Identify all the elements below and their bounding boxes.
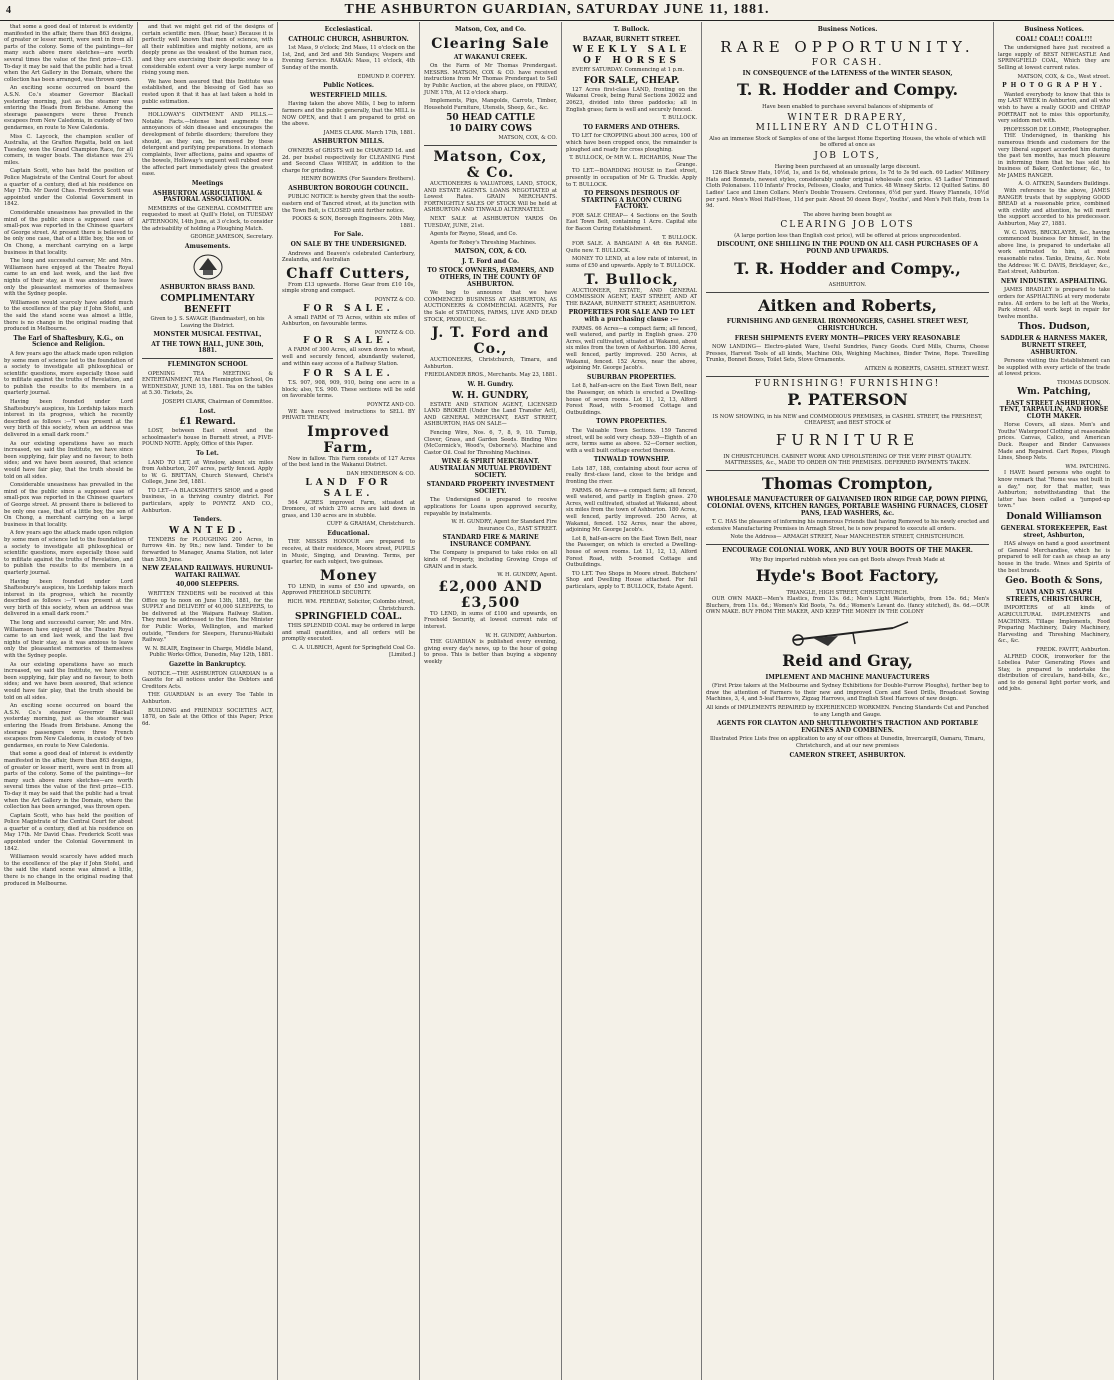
column-6: [702, 22, 994, 1380]
advert: NEW INDUSTRY. ASPHALTING. JAMES BRADLEY is prepared to take orders for ASPHALTING at very moderate rates. All orders to be left at the Works, Park street. All work kept in repair for twelve months.: [998, 277, 1110, 320]
advert: T. Bullock, AUCTIONEER, ESTATE, AND GENERAL COMMISSION AGENT, EAST STREET, AND AT THE BAZAAR, BURNETT STREET, ASHBURTON. PROPERTIES FOR SALE AND TO LET with a purchasing clause :— FARMS. 66 Acres—a compact farm; all fenced, well watered, and partly in English grass. 270 Acres, well cultivated, situated at Wakanui, about six miles from the town of Ashburton. 180 Acres, well fenced, partly improved. 250 Acres, at Wakanui, fenced. 152 Acres, near the above, adjoining Mr. George Jacob's.: [566, 271, 697, 372]
column-1: [0, 22, 138, 1380]
advert-aitken: Aitken and Roberts, FURNISHING AND GENERAL IRONMONGERS, CASHEL STREET WEST, CHRISTCHURCH. FRESH SHIPMENTS EVERY MONTH—PRICES VERY REASONABLE NOW LANDING— Electro-plated Ware, Useful Sundries, Fancy Goods. Curd Mills, Churns, Cheese Presses, Harvest Tools of all kinds, Machine Oils, Weighing Machines, Binder Twine, Rope. Travelling Trunks, Bonnet Boxes, Toilet Sets, Stove Ornaments. AITKEN & ROBERTS, CASHEL STREET WEST.: [706, 295, 989, 372]
section-heading: Tenders.: [193, 516, 222, 524]
advert: ASHBURTON BRASS BAND. COMPLIMENTARY BENEFIT Given to J. S. SAVAGE (Bandmaster), on his Leaving the District. MONSTER MUSICAL FESTIVAL, AT THE TOWN HALL, JUNE 30th, 1881.: [142, 252, 273, 355]
section-heading: Meetings: [191, 180, 224, 188]
advert: Money TO LEND, in sums of £50 and upwards, on Approved FREEHOLD SECURITY. RICH. WM. FEREDAY, Solicitor, Colombo street, Christchurch.: [282, 567, 415, 612]
listing: FARMS. 66 Acres—a compact farm; all fenced, well watered, and partly in English grass. 270 Acres, well cultivated, situated at Wakanui, about six miles from the town of Ashburton. 180 Acres, well fenced, partly improved. 250 Acres, at Wakanui, fenced. 152 Acres, near the above, adjoining Mr. George Jacob's.: [566, 487, 697, 534]
advert: CATHOLIC CHURCH, ASHBURTON. 1st Mass, 9 o'clock; 2nd Mass, 11 o'clock on the 1st, 2nd, and 3rd and 5th Sundays; Vespers and Evening Service. RAKAIA: Mass, 11 o'clock, 4th Sunday of the month. EDMUND P. COFFEY.: [282, 35, 415, 80]
news-paragraph: and that we might get rid of the designs of certain scientific men. (Hear, hear.) Because it is perfectly well known that men of science, with all their sublimities and mighty notions, are as deeply prone as the weakest of the human race, and they are exercising their despotic sway to a considerable extent over a very large number of rising young men.: [142, 24, 273, 77]
section-heading: TOWN PROPERTIES.: [596, 418, 667, 426]
section-heading: TINWALD TOWNSHIP.: [593, 456, 670, 464]
column-5: [562, 22, 702, 1380]
news-paragraph: An exciting scene occurred on board the A.S.N. Co.'s steamer Governor Blackall yesterday morning, just as the steamer was entering the Heads from Brisbane. Among the steerage passengers were three French escapees from New Caledonia, in custody of two gendarmes, en route to New Caledonia.: [4, 703, 133, 749]
news-paragraph: that some a good deal of interest is evidently manifested in the affair, there than 863 designs, of greater or lesser merit, were sent in from all parts of the colony. Some of the paintings—for many such above mere sketches—are worth several times the value of the first prize—£15. To-day it may be said that the public had a treat when the Art Gallery in the Domain, where the collection has been arranged, was thrown open.: [4, 751, 133, 811]
advert: Clearing Sale AT WAKANUI CREEK. On the Farm of Mr Thomas Prendergast. MESSRS. MATSON, COX & CO. have received instructions from Mr Thomas Prendergast to Sell by Public Auction, at the above place, on FRIDAY, JUNE 17th, At 12 o'clock sharp. Implements, Pigs, Mangolds, Carrots, Timber, Household Furniture, Utensils, Sheep, &c., &c. 50 HEAD CATTLE 10 DAIRY COWS MATSON, COX, & CO.: [424, 35, 557, 142]
advert-reid-gray: Reid and Gray, IMPLEMENT AND MACHINE MANUFACTURERS (First Prize takers at the Melbourne and Sydney Exhibitions for Double-Furrow Ploughs), further beg to draw the attention of Farmers to their new and improved Corn and Seed Drills, Broadcast Sowing Machines, 3, 4, and 5-leaf Harrows, Zigzag Harrows, and English Steel Harrows of new design. All kinds of IMPLEMENTS REPAIRED by EXPERIENCED WORKMEN. Fencing Standards Cut and Punched to any Length and Gauge. AGENTS FOR CLAYTON AND SHUTTLEWORTH'S TRACTION AND PORTABLE ENGINES AND COMBINES. Illustrated Price Lists free on application to any of our offices at Dunedin, Invercargill, Oamaru, Timaru, Christchurch, and at our new premises CAMERON STREET, ASHBURTON.: [706, 651, 989, 759]
advert: MONEY TO LEND, at a low rate of interest, in sums of £50 and upwards. Apply to T. BULLOCK.: [566, 256, 697, 270]
advert: WE have received instructions to SELL BY PRIVATE TREATY, Improved Farm, Now in fallow. This Farm consists of 127 Acres of the best land in the Wakanui District. DAN HENDERSON & CO.: [282, 408, 415, 477]
advert: W. C. DAVIS, BRICKLAYER, &c., having commenced business for himself, in the above line, is prepared to undertake all work entrusted to him, at most reasonable rates. Tanks, Drains, &c. Note the Address: W. C. DAVIS, Bricklayer, &c., East street, Ashburton.: [998, 229, 1110, 276]
advert: TO LET. Two Shops in Moore street. Butchers' Shop and Dwelling House attached. For full particulars, apply to T. BULLOCK, Estate Agent.: [566, 570, 697, 590]
advert: Geo. Booth & Sons, TUAM AND ST. ASAPH STREETS, CHRISTCHURCH, IMPORTERS of all kinds of AGRICULTURAL IMPLEMENTS and MACHINES. Tillage Implements, Food Preparing Machinery, Dairy Machinery, Harvesting and Threshing Machinery, &c., &c. FREDK. FAVITT, Ashburton.: [998, 576, 1110, 653]
listing: Lot 8, half-an-acre on the East Town Belt, near the Passenger, on which is erected a Dwelling-house of seven rooms. Lot 11, 12, 13, Alford Forest Road, with 5-roomed Cottage and Outbuildings.: [566, 535, 697, 569]
news-paragraph: As our existing operations have so much increased, we said the Institute, we have since been supplying, fair play and no favour, to both sides; and we have been assured, that science would have fair play, that the truth should be told on all sides.: [4, 661, 133, 701]
news-paragraph: Having been founded under Lord Shaftesbury's auspices, his Lordship takes much interest in its progress, which he recently described as follows :—"I was present at the very birth of this society, when an address was delivered in a small dark room.": [4, 399, 133, 439]
advert-holloway: HOLLOWAY'S OINTMENT AND PILLS.—Notable Facts.—Intense heat augments the annoyances of skin disease and encourages the development of febrile disorders; therefore they should, as they can, be removed by these detergent and purifying preparations. In stomach complaints, liver affections, pains and spasms of the bowels, Holloway's unguent well rubbed over the affected part immediately gives the greatest ease.: [142, 112, 273, 178]
advert-hyde: ENCOURAGE COLONIAL WORK, AND BUY YOUR BOOTS OF THE MAKER. Why Buy imported rubbish when you can get Boots always Fresh Made at Hyde's Boot Factory, TRIANGLE, HIGH STREET, CHRISTCHURCH. OUR OWN MAKE—Men's Elastics, from 13s. 6d.; Men's Light Watertights, from 15s. 6d.; Men's Bluchers, from 11s. 6d.; Women's Kid Boots, 7s. 6d.; Women's Levant do. (fancy stitched), 8s. 6d.—OUR OWN MAKE. BUY FROM THE MAKER, AND KEEP THE MONEY IN THE COLONY: [706, 546, 989, 616]
news-paragraph: Williamson would scarcely have added much to the excellence of the play if John Stofel, and the said the stand scene was almost a little, there is no change in the original reading that produced in Melbourne.: [4, 854, 133, 887]
advert: STANDARD PROPERTY INVESTMENT SOCIETY. The Undersigned is prepared to receive applications for Loans upon approved security, repayable by instalments. W. H. GUNDRY, Agent for Standard Fire Insurance Co., EAST STREET.: [424, 481, 557, 532]
advert: LAND FOR SALE. 564 ACRES improved Farm, situated at Dromore, of which 270 acres are laid down in grass, and 130 acres are in stubble. CUFF & GRAHAM, Christchurch.: [282, 477, 415, 528]
column-4: [420, 22, 562, 1380]
page-number: 4: [6, 4, 12, 16]
advert: TO LET.—BOARDING HOUSE in East street, presently in occupation of Mr G. Truckle. Apply to T. BULLOCK.: [566, 168, 697, 188]
section-heading: SUBURBAN PROPERTIES.: [587, 373, 676, 381]
section-heading: Matson, Cox, and Co.: [454, 26, 527, 33]
section-heading: Educational.: [327, 529, 370, 537]
advert: Matson, Cox, & Co. AUCTIONEERS & VALUATORS, LAND, STOCK, AND ESTATE AGENTS. LOANS NEGOTIATED at Lowest Rates. GRAIN MERCHANTS. FORTNIGHTLY SALES OF STOCK Will be held at ASHBURTON AND TINWALD ALTERNATELY. NEXT SALE at ASHBURTON YARDS On TUESDAY, JUNE, 21st. Agents for Reyno, Stead, and Co. Agents for Robey's Threshing Machines. MATSON, COX, & CO.: [424, 148, 557, 256]
advert: NOTICE.—THE ASHBURTON GUARDIAN is a Gazette for all notices under the Debtors and Creditors Acts.: [142, 670, 273, 690]
news-paragraph: Having been founded under Lord Shaftesbury's auspices, his Lordship takes much interest in its progress, which he recently described as follows :—"I was present at the very birth of this society, when an address was delivered in a small dark room.": [4, 578, 133, 618]
advert: TO LET—A BLACKSMITH'S SHOP, and a good business, in a thriving country district. For particulars, apply to POYNTZ AND CO., Ashburton.: [142, 487, 273, 514]
news-paragraph: Considerable uneasiness has prevailed in the mind of the public since a supposed case of small-pox was reported in the Chinese quarters of George street. At present there is believed to be only one case, that of a little boy, the son of On Chong, a merchant carrying on a large business in that locality.: [4, 210, 133, 256]
section-heading: Business Notices.: [1024, 26, 1084, 33]
section-heading: The Earl of Shaftesbury, K.G., on Science and Religion.: [13, 334, 124, 349]
advert: PHOTOGRAPHY. Wanted everybody to know that this is my LAST WEEK in Ashburton, and all who wish to have a really GOOD and CHEAP PORTRAIT not to miss this opportunity, very seldom met with. PROFESSOR DE LORME, Photographer.: [998, 82, 1110, 133]
masthead: [0, 0, 1114, 21]
advert: THE GUARDIAN is published every evening, giving every day's news, up to the hour of going to press. This is better than buying a sixpenny weekly: [424, 639, 557, 665]
section-heading: J. T. Ford and Co.: [461, 257, 520, 265]
advert: SPRINGFIELD COAL. THIS SPLENDID COAL may be ordered in large and small quantities, and all orders will be promptly executed. C. A. ULBRICH, Agent for Springfield Coal Co. [Limited.]: [282, 612, 415, 658]
advert: LAND TO LET, at Winslow, about six miles from Ashburton, 207 acres, partly fenced. Apply to W. G. BRITTAN, Church Steward, Christ's College, June 3rd, 1881.: [142, 459, 273, 486]
section-heading: Public Notices.: [323, 82, 374, 90]
advert: WESTERFIELD MILLS. Having taken the above Mills, I beg to inform farmers and the public generally, that the MILL is NOW OPEN, and that I am prepared to grist on the above. JAMES CLARK. March 17th, 1881.: [282, 91, 415, 136]
advert: FOR SALE. A small FARM of 75 Acres, within six miles of Ashburton, on favourable terms. POYNTZ & CO.: [282, 303, 415, 336]
advert: FOR SALE, CHEAP. 127 Acres first-class LAND, fronting on the Wakanui Creek, being Rural Sections 20622 and 20623, divided into three paddocks; all in English grass; farm is well and securely fenced. T. BULLOCK.: [566, 75, 697, 122]
advert: £2,000 AND £3,500 TO LEND, in sums of £100 and upwards, on Freehold Security, at lowest current rate of interest. W. H. GUNDRY, Ashburton.: [424, 578, 557, 639]
advert: FOR SALE. T.S. 907, 908, 909, 910, being one acre in a block; also, T.S. 900. These sections will be sold on favorable terms. POYNTZ AND CO.: [282, 369, 415, 408]
advert: BUILDING and FRIENDLY SOCIETIES ACT, 1878, on Sale at the Office of this Paper; Price 6d.: [142, 707, 273, 727]
advert: ON SALE BY THE UNDERSIGNED. Andrews and Beaven's celebrated Canterbury, Zealandia, and Australian Chaff Cutters, From £13 upwards. Horse Gear from £10 10s, simple strong and compact. POYNTZ & CO.: [282, 241, 415, 303]
advert: ASHBURTON BOROUGH COUNCIL. PUBLIC NOTICE is hereby given that the south-eastern end of Tancred street, at its junction with the Town Belt, is CLOSED until further notice. POOKS & SON, Borough Engineers. 20th May, 1881.: [282, 184, 415, 229]
listing: Lot 8, half-an-acre on the East Town Belt, near the Passenger, on which is erected a Dwelling-house of seven rooms. Lot 11, 12, 13, Alford Forest Road, with 5-roomed Cottage and Outbuildings.: [566, 383, 697, 416]
news-paragraph: A few years ago the attack made upon religion by some men of science led to the foundation of a society to investigate all philosophical or scientific questions, more especially those said to militate against the truths of Revelation, and to publish the results to its members in a quarterly journal.: [4, 530, 133, 576]
advert: STANDARD FIRE & MARINE INSURANCE COMPANY. The Company is prepared to take risks on all kinds of Property, including Growing Crops of GRAIN and in stack. W. H. GUNDRY, Agent.: [424, 534, 557, 579]
advert: ASHBURTON AGRICULTURAL & PASTORAL ASSOCIATION. MEMBERS of the GENERAL COMMITTEE are requested to meet at Quill's Hotel, on TUESDAY AFTERNOON, 14th June, at 3 o'clock, to consider the advisability of holding a Ploughing Match. GEORGE JAMESON, Secretary.: [142, 189, 273, 241]
section-heading: T. Bullock.: [613, 26, 650, 33]
news-paragraph: A few years ago the attack made upon religion by some men of science led to the foundation of a society to investigate all philosophical or scientific questions, more especially those said to militate against the truths of Revelation, and to publish the results to its members in a quarterly journal.: [4, 350, 133, 397]
advert: THE Undersigned, in thanking his numerous friends and customers for the very liberal support accorded him during the past ten months, has much pleasure in informing them that he has sold his business of Baker, Confectioner, &c., to Mr JAMES RANGER. A. O. AITKEN, Saunders Buildings. With reference to the above, JAMES RANGER trusts that by supplying GOOD BREAD at a reasonable price, combined with civility and attention, he will merit the support accorded to his predecessor. Ashburton, May 27, 1881.: [998, 133, 1110, 228]
advert-hodder: RARE OPPORTUNITY. FOR CASH. IN CONSEQUENCE of the LATENESS of the WINTER SEASON, T. R. Hodder and Compy. Have been enabled to purchase several balances of shipments of WINTER DRAPERY, MILLINERY AND CLOTHING. Also an immense Stock of Samples of one of the largest Home Exporting Houses, the whole of which will be offered at once as JOB LOTS, Having been purchased at an unusually large discount. 126 Black Straw Hats, 10½d, 1s, and 1s 6d, wholesale prices, 1s 7d to 3s 9d each. 60 Ladies' Millinery Hats and Bonnets, newest styles, considerably under original wholesale cost price. 45 Ladies' Trimmed Cloth Polonaises. 110 Infants' Frocks, Pelisses, Cloaks, and Tunics. 48 Winsey Skirts. 12 Quilted Satins. 80 Ladies' Lace and Linen Collars. Men's Double Trousers. Cretonnes, 6½d per yard. Heavy Flannels, 10½d per yard. Men's Wool Half-Hose, 11d per pair. About 50 dozen Boys', Youths', and Men's Felt Hats, from 1s 9d. The above having been bought as CLEARING JOB LOTS (A large portion less than English cost price), will be offered at prices unprecedented. DISCOUNT, ONE SHILLING IN THE POUND ON ALL CASH PURCHASES OF A POUND AND UPWARDS. T. R. Hodder and Compy., ASHBURTON.: [706, 37, 989, 289]
news-paragraph: Captain Scott, who has held the position of Police Magistrate of the Central Court for about a quarter of a century, died at his residence on May 17th. Mr David Chas. Frederick Scott was appointed under the Colonial Government in 1842.: [4, 168, 133, 208]
advert-paterson: FURNISHING! FURNISHING! P. PATERSON IS NOW SHOWING, in his NEW and COMMODIOUS PREMISES, in CASHEL STREET, the FRESHEST, CHEAPEST, and BEST STOCK of FURNITURE IN CHRISTCHURCH. CABINET WORK AND UPHOLSTERING OF THE VERY FIRST QUALITY. MATTRESSES, &c., MADE TO ORDER ON THE PREMISES. DEFERRED PAYMENTS TAKEN.: [712, 378, 983, 467]
news-paragraph: As our existing operations have so much increased, we said the Institute, we have since been supplying, fair play and no favour, to both sides; and we have been assured, that science would have fair play, that the truth should be told on all sides.: [4, 440, 133, 480]
news-paragraph: Captain Scott, who has held the position of Police Magistrate of the Central Court for about a quarter of a century, died at his residence on May 17th. Mr David Chas. Frederick Scott was appointed under the Colonial Government in 1842.: [4, 812, 133, 852]
advert: FOR SALE. A FARM of 300 Acres, all sown down to wheat, well and securely fenced, abundantly watered, and within easy access of a Railway Station.: [282, 336, 415, 367]
news-paragraph: We have been assured that this Institute was established, and the blessing of God has so rested upon it that it has at last taken a hold in public estimation.: [142, 78, 273, 105]
advert: Wm. Patching, EAST STREET ASHBURTON, TENT, TARPAULIN, AND HORSE CLOTH MAKER. Horse Covers, all sizes. Men's and Youths' Waterproof Clothing at reasonable prices. Canvas, Calico, and American Duck. Reaper and Binder Canvasses Made and Repaired. Cart Ropes, Plough Lines, Sheep Nets. WM. PATCHING.: [998, 386, 1110, 470]
listing: Lots 187, 188, containing about four acres of really first-class land, close to the bridge and fronting the river.: [566, 465, 697, 486]
advert: NEW ZEALAND RAILWAYS. HURUNUI-WAITAKI RAILWAY. 40,000 SLEEPERS. WRITTEN TENDERS will be received at this Office up to noon on June 13th, 1881, for the SUPPLY and DELIVERY of 40,000 SLEEPERS, to be delivered at the Waipara Railway Station. They must be addressed to the Hon. the Minister for Public Works, Wellington, and marked outside, "Tenders for Sleepers, Hurunui-Waitaki Railway." W. N. BLAIR, Engineer in Charge, Middle Island, Public Works Office, Dunedin, May 12th, 1881.: [142, 565, 273, 659]
news-paragraph: Considerable uneasiness has prevailed in the mind of the public since a supposed case of small-pox was reported in the Chinese quarters of George street. At present there is believed to be only one case, that of a little boy, the son of On Chong, a merchant carrying on a large business in that locality.: [4, 482, 133, 528]
advert: ASHBURTON MILLS. OWNERS of GRISTS will be CHARGED 1d. and 2d. per bushel respectively for CLEANING First and Second Class WHEAT, in addition to the charge for grinding. HENRY BOWERS (For Saunders Brothers).: [282, 138, 415, 183]
section-heading: Gazette in Bankruptcy.: [169, 660, 246, 668]
section-heading: For Sale.: [333, 231, 364, 239]
masthead-title: THE ASHBURTON GUARDIAN, SATURDAY JUNE 11, 1881.: [344, 2, 770, 17]
column-7: [994, 22, 1114, 1380]
advert: BAZAAR, BURNETT STREET. WEEKLY SALE OF HORSES EVERY SATURDAY. Commencing at 1 p.m.: [572, 35, 691, 74]
advert: TO FARMERS AND OTHERS. TO LET for CROPPING about 300 acres, 100 of which have been cropped once, the remainder is ploughed and ready for cross ploughing. T. BULLOCK, Or MR W. L. RICHARDS, Near The Grange.: [566, 123, 697, 168]
section-heading: Lost.: [199, 407, 216, 415]
advert: WANTED. TENDERS for PLOUGHING 200 Acres, in furrows 4in. by 9in.; new land. Tender to be forwarded to Manager, Anama Station, not later than 30th June.: [142, 525, 273, 563]
crest-illustration: [191, 252, 225, 282]
advert: ALFRED COOK, ironworker for the Lobeliea Pater Generating Plows and Stay, is prepared to undertake the distribution of circulars, hand-bills, &c., and to do general light porter work, and odd jobs.: [998, 653, 1110, 693]
section-heading: Ecclesiastical.: [324, 26, 373, 33]
advert: W. H. GUNDRY, ESTATE AND STATION AGENT, LICENSED LAND BROKER (Under the Land Transfer Act), AND GENERAL MERCHANT, EAST STREET, ASHBURTON, HAS ON SALE— Fencing Wire, Nos. 6, 7, 8, 9, 10. Turnip, Clover, Grass, and Garden Seeds. Binding Wire (McCormick's, Wood's, Osborne's). Machine and Castor Oil. Coal for Threshing Machines. WINE & SPIRIT MERCHANT. AUSTRALIAN MUTUAL PROVIDENT SOCIETY.: [424, 390, 557, 479]
advert: COAL! COAL!! COAL!!! The undersigned have just received a large supply of BEST NEWCASTLE And SPRINGFIELD COAL, Which they are Selling at lowest current rates. MATSON, COX, & Co., West street.: [998, 35, 1110, 80]
column-3: [278, 22, 420, 1380]
advert: TO PERSONS DESIROUS OF STARTING A BACON CURING FACTORY. FOR SALE CHEAP— 4 Sections on the South East Town Belt, containing 1 Acre. Capital site for Bacon Curing Establishment. T. BULLOCK.: [566, 190, 697, 241]
advert: THE GUARDIAN is an every Toe Table in Ashburton.: [142, 692, 273, 705]
news-paragraph: Miss C. Laycock, the champion sculler of Australia, at the Grafton Regatta, held on last Tuesday, won the Grand Champion Race, for all comers, in wager boats. The distance was 2¼ miles.: [4, 133, 133, 166]
advert: FLEMINGTON SCHOOL OPENING TEA MEETING & ENTERTAINMENT, At the Flemington School, On WEDNESDAY, JUNE 15, 1881. Tea on the tables at 5.30. Tickets, 2s. JOSEPH CLARK, Chairman of Committee.: [142, 360, 273, 405]
advert: £1 Reward. LOST, between East street and the schoolmaster's house in Burnett street, a FIVE-POUND NOTE. Apply, Office of this Paper.: [142, 417, 273, 448]
news-paragraph: The long and successful career, Mr. and Mrs. Williamson have enjoyed at the Theatre Royal came to an end last week, and the last five nights of their stay, as it was anxious to leave only the pleasantest memories of themselves with the Sydney people.: [4, 620, 133, 660]
section-heading: Amusements.: [184, 242, 231, 250]
news-paragraph: The long and successful career, Mr. and Mrs. Williamson have enjoyed at the Theatre Royal came to an end last week, and the last five nights of their stay, as it was anxious to leave only the pleasantest memories of themselves with the Sydney people.: [4, 258, 133, 298]
section-heading: To Let.: [196, 449, 219, 457]
advert: TO STOCK OWNERS, FARMERS, AND OTHERS, IN THE COUNTY OF ASHBURTON. We beg to announce that we have COMMENCED BUSINESS AT ASHBURTON, AS AUCTIONEERS & COMMERCIAL AGENTS, For the Sale of STATIONS, FARMS, LIVE AND DEAD STOCK, PRODUCE, &c. J. T. Ford and Co., AUCTIONEERS, Christchurch, Timaru, and Ashburton. FRIEDLANDER BROS., Merchants. May 23, 1881.: [424, 267, 557, 379]
advert: I HAVE heard persons who ought to know remark that "Rome was not built in a day," nor, for that matter, was Ashburton; notwithstanding that the latter has been called a "jumped-up town.": [998, 470, 1110, 510]
advert: Thos. Dudson, SADDLER & HARNESS MAKER, BURNETT STREET, ASHBURTON. Persons visiting this Establishment can be supplied with every article of the trade at lowest prices. THOMAS DUDSON.: [998, 322, 1110, 386]
listing: The Valuable Town Sections. 159 Tancred street, will be sold very cheap. 539—Eighth of an acre, terms same as above. 52—Corner section, with a well built cottage erected thereon.: [566, 427, 697, 454]
plough-illustration: [783, 620, 913, 648]
section-heading: W. H. Gundry.: [467, 381, 514, 388]
news-paragraph: Williamson would scarcely have added much to the excellence of the play if John Stofel, and the said the stand scene was almost a little, there is no change in the original reading that produced in Melbourne.: [4, 299, 133, 333]
advert: FOR SALE. A BARGAIN! A 4ft 6in RANGE. Quite new. T. BULLOCK.: [566, 241, 697, 254]
advert-crompton: Thomas Crompton, WHOLESALE MANUFACTURER OF GALVANISED IRON RIDGE CAP, DOWN PIPING, COLONIAL OVENS, KITCHEN RANGES, PORTABLE WASHING FURNACES, CLOSET PANS, LEAD WASHERS, &c. T. C. HAS the pleasure of informing his numerous Friends that having Removed to his newly erected and extensive Manufacturing Premises in Armagh Street, he is now prepared to execute all orders. Note the Address— ARMAGH STREET, Near MANCHESTER STREET, CHRISTCHURCH.: [706, 473, 989, 541]
section-heading: Business Notices.: [817, 26, 878, 33]
advert: THE MISSES HONOUR are prepared to receive, at their residence, Moore street, PUPILS in Music, Singing, and Drawing. Terms, per quarter, for each subject, two guineas.: [282, 539, 415, 566]
advert: Donald Williamson GENERAL STOREKEEPER, East street, Ashburton, HAS always on hand a good assortment of General Merchandise, which he is prepared to sell for cash as cheap as any house in the trade. Wines and Spirits of the best brands.: [998, 512, 1110, 574]
column-2: [138, 22, 278, 1380]
news-paragraph: that some a good deal of interest is evidently manifested in the affair, there than 863 designs, of greater or lesser merit, were sent in from all parts of the colony. Some of the paintings—for many such above mere sketches—are worth several times the value of the first prize—£15. To-day it may be said that the public had a treat when the Art Gallery in the Domain, where the collection has been arranged, was thrown open.: [4, 24, 133, 83]
news-paragraph: An exciting scene occurred on board the A.S.N. Co.'s steamer Governor Blackall yesterday morning, just as the steamer was entering the Heads from Brisbane. Among the steerage passengers were three French escapees from New Caledonia, in custody of two gendarmes, en route to New Caledonia.: [4, 85, 133, 131]
